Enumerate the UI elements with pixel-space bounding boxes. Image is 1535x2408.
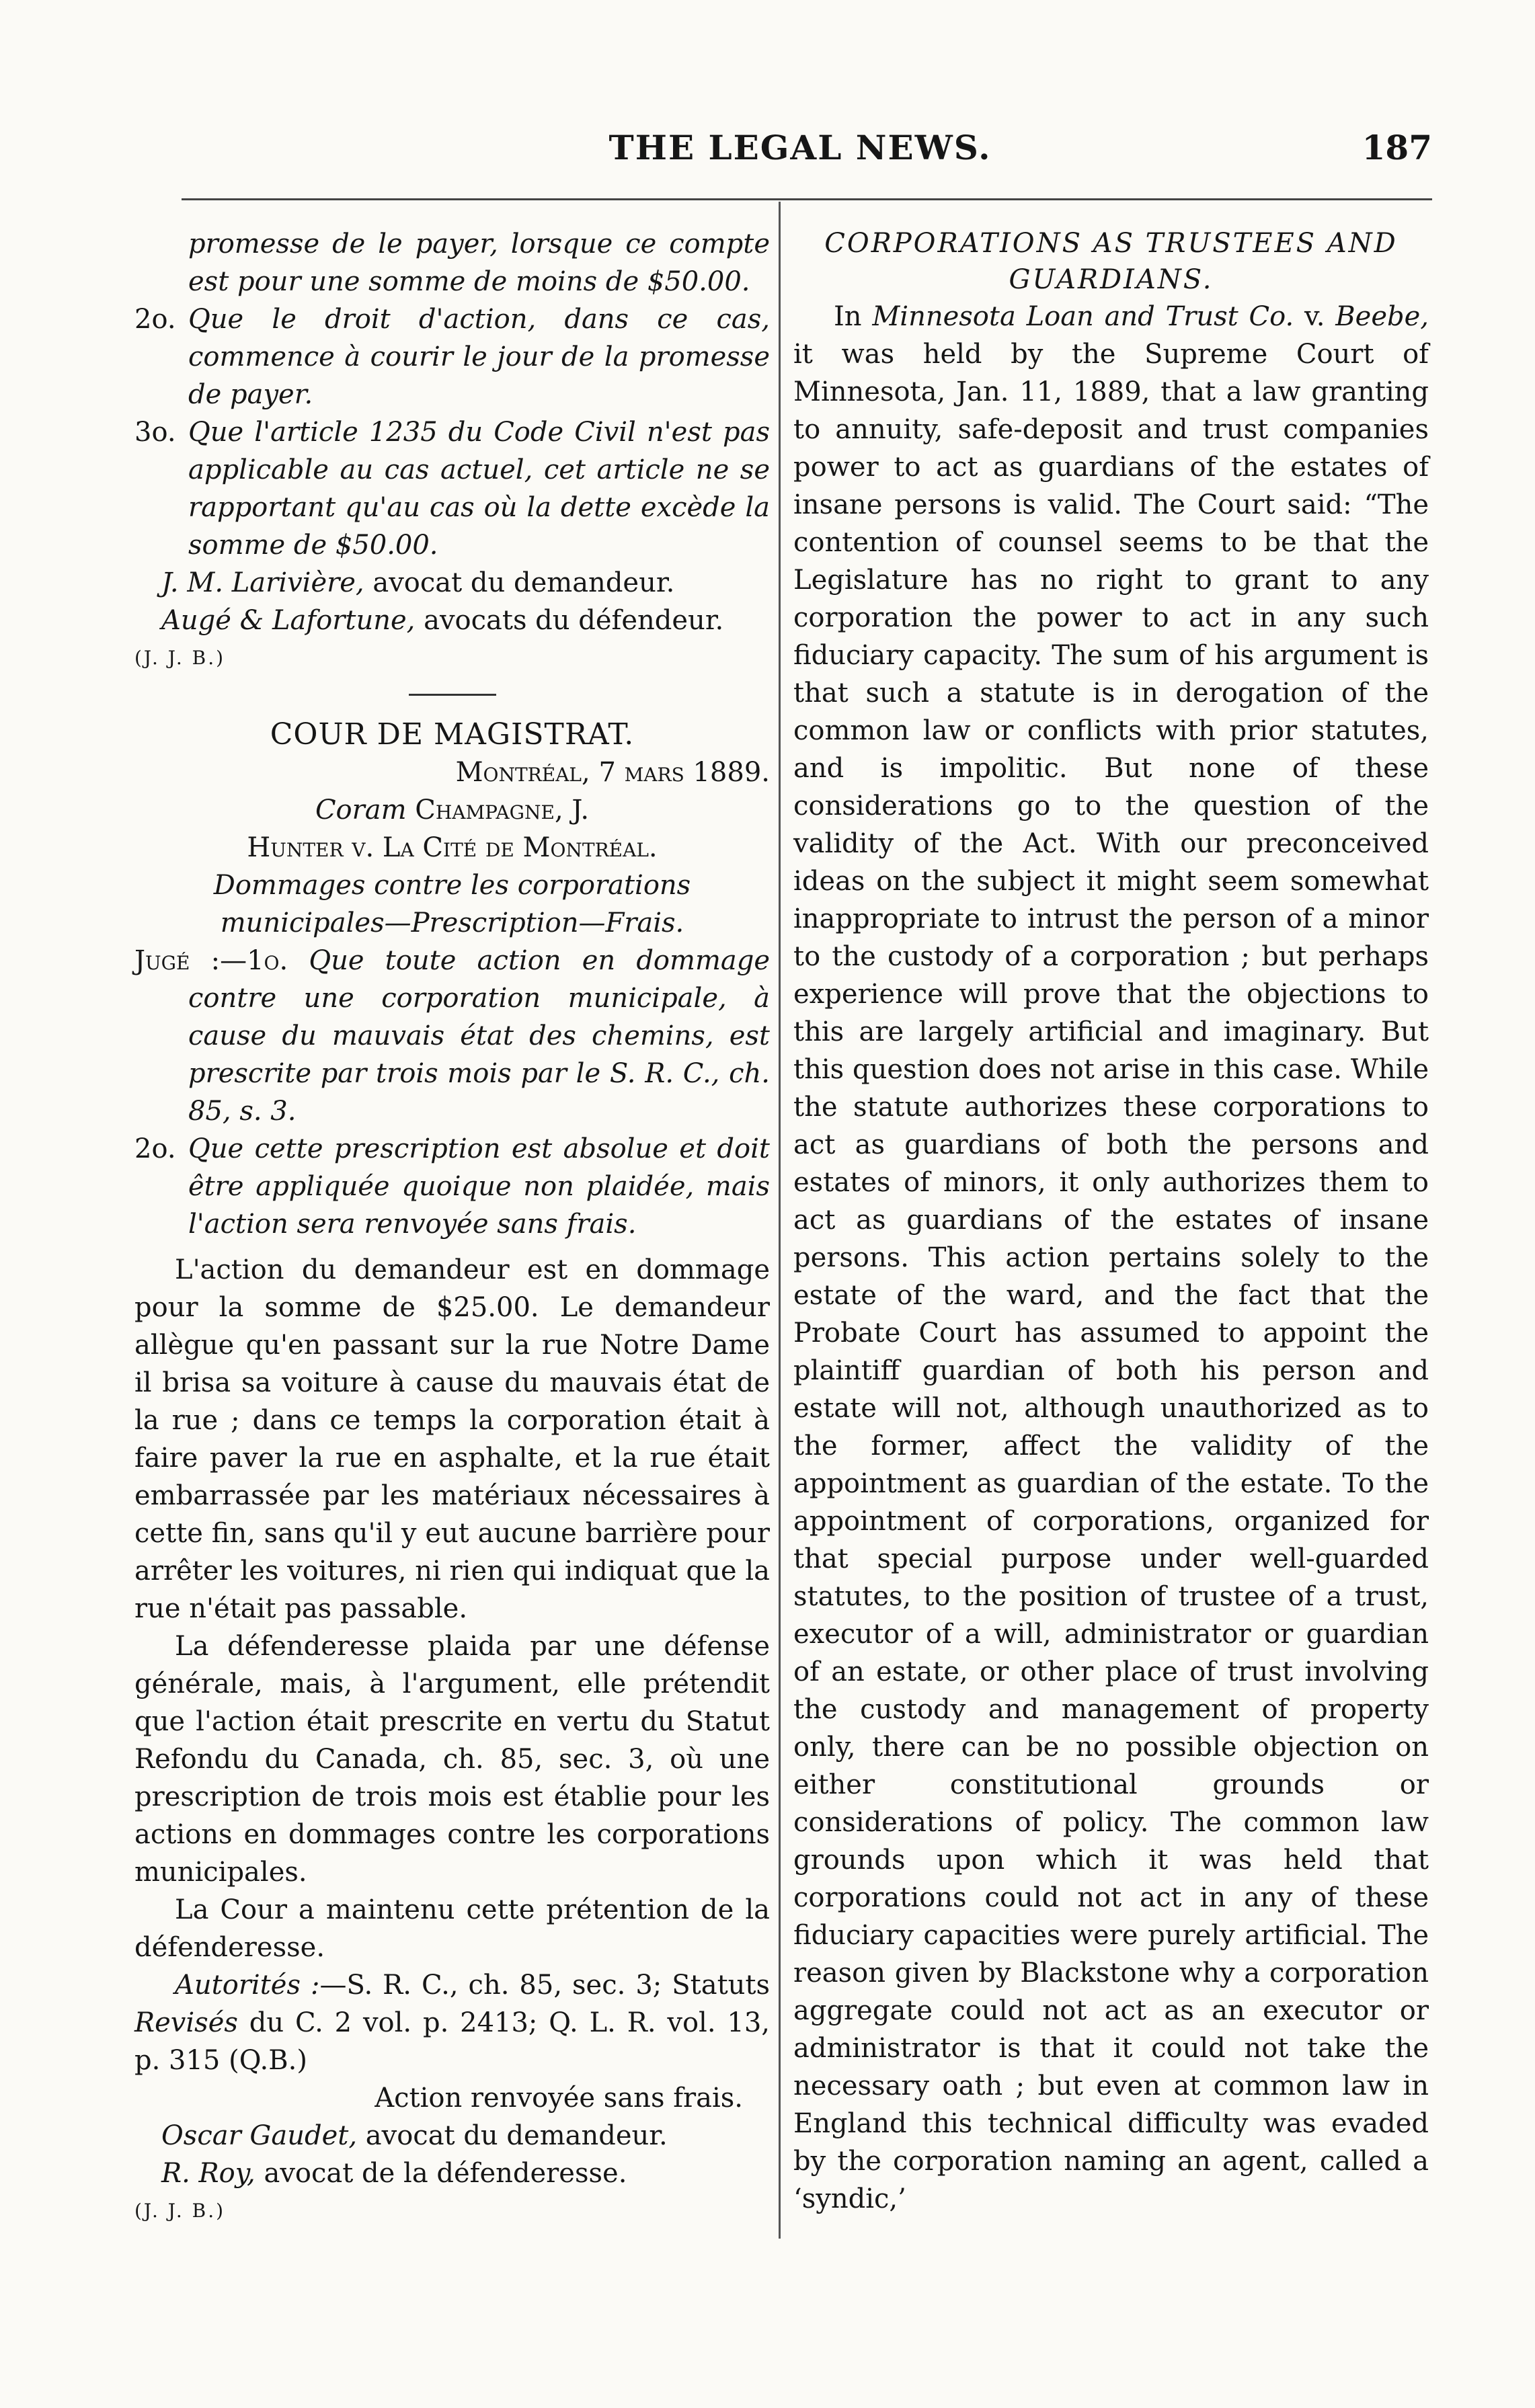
- juge-text: Que toute action en dommage contre une corporation municipale, à cause du mauvais état des chemins, est prescrite par trois mois par le S. R. C., ch. 85, s. 3.: [188, 945, 770, 1127]
- article-intro: In: [834, 301, 873, 332]
- section-rule: [409, 694, 496, 696]
- coram-judge: Champagne, J.: [415, 795, 590, 826]
- body-paragraph: La défenderesse plaida par une défense générale, mais, à l'argument, elle prétendit que l'action était prescrite en vertu du Statut Refondu du Canada, ch. 85, sec. 3, où une prescription de trois mois est établie pour les actions en dommages contre les corporations municipales.: [134, 1631, 770, 1888]
- counsel-name: Oscar Gaudet,: [161, 2120, 358, 2151]
- authorities-text-2: du C. 2 vol. p. 2413; Q. L. R. vol. 13, p. 315 (Q.B.): [134, 2007, 770, 2076]
- juge-holding-1: [134, 942, 770, 1130]
- authorities-revises: Revisés: [134, 2007, 238, 2038]
- counsel-line: [134, 564, 770, 602]
- authorities-label: Autorités :: [175, 1970, 320, 2001]
- court-heading: COUR DE MAGISTRAT.: [270, 717, 635, 752]
- coram-line: [134, 791, 770, 829]
- holding-text: Que cette prescription est absolue et doit être appliquée quoique non plaidée, mais l'action sera renvoyée sans frais.: [188, 1133, 770, 1240]
- authorities: [134, 1966, 770, 2079]
- counsel-name: J. M. Larivière,: [161, 567, 364, 598]
- authorities-text: —S. R. C., ch. 85, sec. 3; Statuts: [319, 1970, 771, 2001]
- juge-label: Jugé :—1o.: [134, 945, 288, 976]
- counsel-line: [134, 2117, 770, 2155]
- counsel-role: avocats du défendeur.: [415, 605, 724, 636]
- counsel-role: avocat de la défenderesse.: [255, 2158, 627, 2189]
- case-title: Hunter v. La Cité de Montréal.: [247, 832, 658, 863]
- holding-item-3: [134, 413, 770, 564]
- holding-item-2: [134, 300, 770, 413]
- reporter-initials: (J. J. B.): [134, 647, 226, 669]
- right-column: [793, 225, 1429, 2218]
- article-text: it was held by the Supreme Court of Minnesota, Jan. 11, 1889, that a law granting to annuity, safe-deposit and trust companies power to act as guardians of the estates of insane persons is valid. The Court said: “The contention of counsel seems to be that the Legislature has no right to grant to any corporation the power to act in any such fiduciary capacity. The sum of his argument is that such a statute is in derogation of the common law or conflicts with prior statutes, and is impolitic. But none of these considerations go to the question of the validity of the Act. With our preconceived ideas on the subject it might seem somewhat inappropriate to intrust the person of a minor to the custody of a corporation ; but perhaps experience will prove that the objections to this are largely artificial and imaginary. But this question does not arise in this case. While the statute authorizes these corporations to act as guardians of both the persons and estates of minors, it only authorizes them to act as guardians of the estates of insane persons. This action pertains solely to the estate of the ward, and the fact that the Probate Court has assumed to appoint the plaintiff guardian of both his person and estate will not, although unauthorized as to the former, affect the validity of the appointment as guardian of the estate. To the appointment of corporations, organized for that special purpose under well-guarded statutes, to the position of trustee of a trust, executor of a will, administrator or guardian of an estate, or other place of trust involving the custody and management of property only, there can be no possible objection on either constitutional grounds or considerations of policy. The common law grounds upon which it was held that corporations could not act in any of these fiduciary capacities were purely artificial. The reason given by Blackstone why a corporation aggregate could not act as an executor or administrator is that it could not take the necessary oath ; but even at common law in England this technical difficulty was evaded by the corporation naming an agent, called a ‘syndic,’: [793, 339, 1429, 2214]
- header-rule: [182, 198, 1432, 200]
- counsel-name: Augé & Lafortune,: [161, 605, 416, 636]
- holding-text: Que l'article 1235 du Code Civil n'est pas applicable au cas actuel, cet article ne se rapportant qu'au cas où la dette excède la somme de $50.00.: [188, 417, 770, 561]
- versus: v.: [1294, 301, 1336, 332]
- counsel-line: [134, 602, 770, 639]
- case-subject: Dommages contre les corporations municipales—Prescription—Frais.: [213, 870, 691, 938]
- left-column: [134, 225, 770, 2230]
- coram-label: Coram: [315, 795, 416, 826]
- counsel-role: avocat du demandeur.: [364, 567, 675, 598]
- holding-text: Que le droit d'action, dans ce cas, commence à courir le jour de la promesse de payer.: [188, 304, 770, 410]
- counsel-line: [134, 2155, 770, 2192]
- article-heading: CORPORATIONS AS TRUSTEES AND GUARDIANS.: [824, 228, 1398, 295]
- case-name: Minnesota Loan and Trust Co.: [872, 301, 1294, 332]
- place-date: Montréal, 7 mars 1889.: [455, 757, 770, 788]
- page-header: [168, 128, 1432, 182]
- holding-number: 2o.: [134, 304, 176, 335]
- continued-holding: promesse de le payer, lorsque ce compte est pour une somme de moins de $50.00.: [188, 229, 770, 297]
- counsel-role: avocat du demandeur.: [357, 2120, 668, 2151]
- case-name-2: Beebe,: [1335, 301, 1429, 332]
- column-divider: [779, 202, 781, 2239]
- holding-number: 2o.: [134, 1133, 176, 1164]
- body-paragraph: La Cour a maintenu cette prétention de la défenderesse.: [134, 1894, 770, 1963]
- counsel-name: R. Roy,: [161, 2158, 255, 2189]
- holding-number: 3o.: [134, 417, 176, 448]
- juge-holding-2: [134, 1130, 770, 1243]
- body-paragraph: L'action du demandeur est en dommage pour la somme de $25.00. Le demandeur allègue qu'en passant sur la rue Notre Dame il brisa sa voiture à cause du mauvais état de la rue ; dans ce temps la corporation était à faire paver la rue en asphalte, et la rue était embarrassée par les matériaux nécessaires à cette fin, sans qu'il y eut aucune barrière pour arrêter les voitures, ni rien qui indiquat que la rue n'était pas passable.: [134, 1254, 770, 1624]
- judgment-line: Action renvoyée sans frais.: [375, 2083, 743, 2114]
- reporter-initials: (J. J. B.): [134, 2200, 226, 2222]
- article-body: [793, 298, 1429, 2218]
- running-title: THE LEGAL NEWS.: [608, 128, 992, 167]
- page-number: 187: [1362, 128, 1432, 167]
